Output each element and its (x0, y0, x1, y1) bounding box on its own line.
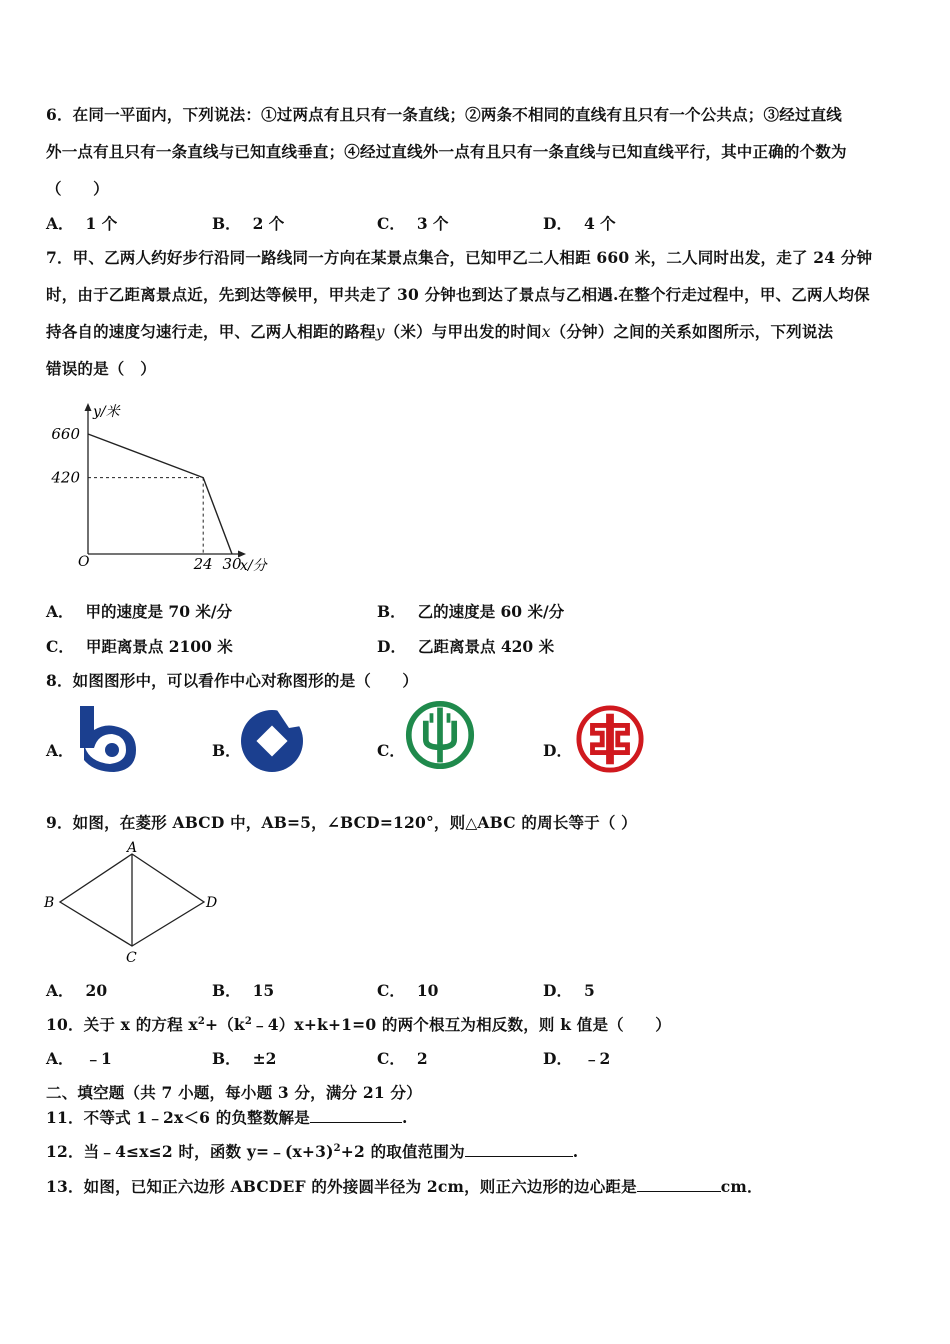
q10-line1: 10．关于 x 的方程 $x^2+(k^2﹣4)x+k+1=0$ 的两个根互为相反数，则 k 值是（ ） (46, 1015, 671, 1034)
origin-label: O (78, 554, 90, 570)
q8-option-c-letter: C． (377, 741, 405, 760)
q13-line: 13．如图，已知正六边形 ABCDEF 的外接圆半径为 2cm，则正六边形的边心距是 cm． (46, 1177, 763, 1196)
q13-answer-blank[interactable] (637, 1175, 721, 1192)
q10-option-b: B． ±2 (212, 1049, 277, 1068)
series-line (88, 434, 232, 554)
vertex-c: C (126, 950, 137, 966)
y-axis-arrow (85, 403, 92, 411)
q12-line: 12．当﹣4≤x≤2 时，函数 $y=﹣(x+3)^2+2$ 的取值范围为 . (46, 1142, 579, 1161)
q7-option-d: D． 乙距离景点 420 米 (377, 637, 555, 656)
q6-option-a: A． 1 个 (46, 214, 118, 233)
q6-line2: 外一点有且只有一条直线与已知直线垂直；④经过直线外一点有且只有一条直线与已知直线平行，其中正确的个数为 (46, 142, 847, 161)
q9-option-a: A． 20 (46, 981, 108, 1000)
q8-option-d-letter: D． (543, 741, 572, 760)
y-tick-420: 420 (51, 468, 80, 487)
icbc-logo (575, 704, 645, 774)
q6-line3: （ ） (46, 179, 109, 198)
q6-line1: 6．在同一平面内，下列说法：①过两点有且只有一条直线；②两条不相同的直线有且只有一个公共点；③经过直线 (46, 105, 842, 124)
q7-line4: 错误的是（ ） (46, 359, 156, 378)
y-axis-label: y/米 (93, 404, 120, 420)
vertex-d: D (206, 895, 218, 911)
rhombus-abcd-figure (40, 838, 230, 968)
agricultural-bank-logo (405, 700, 475, 770)
q11-line: 11．不等式 1﹣2x＜6 的负整数解是 . (46, 1108, 408, 1127)
q9-option-d: D． 5 (543, 981, 595, 1000)
q9-line1: 9．如图，在菱形 ABCD 中，AB=5，∠BCD=120°，则△ABC 的周长等于（ ） (46, 813, 637, 832)
vertex-a: A (127, 840, 138, 856)
q8-option-a-letter: A． (46, 741, 74, 760)
q7-line3: 持各自的速度匀速行走，甲、乙两人相距的路程y（米）与甲出发的时间x（分钟）之间的关系如图所示，下列说法 (46, 322, 834, 341)
x-axis-label: x/分 (240, 558, 267, 574)
q8-line1: 8．如图图形中，可以看作中心对称图形的是（ ） (46, 671, 419, 690)
q6-option-b: B． 2 个 (212, 214, 285, 233)
q9-option-b: B． 15 (212, 981, 275, 1000)
q7-option-b: B． 乙的速度是 60 米/分 (377, 602, 565, 621)
china-construction-bank-logo (237, 704, 307, 774)
vertex-b: B (44, 895, 55, 911)
q10-option-c: C． 2 (377, 1049, 428, 1068)
q10-option-a: A． ﹣1 (46, 1049, 112, 1068)
q6-option-d: D． 4 个 (543, 214, 616, 233)
q7-option-a: A． 甲的速度是 70 米/分 (46, 602, 233, 621)
q6-option-c: C． 3 个 (377, 214, 449, 233)
q7-line1: 7．甲、乙两人约好步行沿同一路线同一方向在某景点集合，已知甲乙二人相距 660 米，二人同时出发，走了 24 分钟 (46, 248, 873, 267)
q12-answer-blank[interactable] (465, 1140, 573, 1157)
q11-answer-blank[interactable] (310, 1106, 402, 1123)
bank-of-communications-logo (74, 704, 144, 774)
q10-option-d: D． ﹣2 (543, 1049, 611, 1068)
distance-time-chart (40, 396, 290, 581)
q8-option-b-letter: B． (212, 741, 241, 760)
q7-option-c: C． 甲距离景点 2100 米 (46, 637, 233, 656)
q9-option-c: C． 10 (377, 981, 439, 1000)
section2-title: 二、填空题（共 7 小题，每小题 3 分，满分 21 分） (46, 1083, 422, 1102)
x-tick-30: 30 (222, 555, 242, 573)
x-tick-24: 24 (193, 555, 213, 573)
q7-line2: 时，由于乙距离景点近，先到达等候甲，甲共走了 30 分钟也到达了景点与乙相遇.在整个行走过程中，甲、乙两人均保 (46, 285, 870, 304)
y-tick-660: 660 (51, 425, 80, 444)
